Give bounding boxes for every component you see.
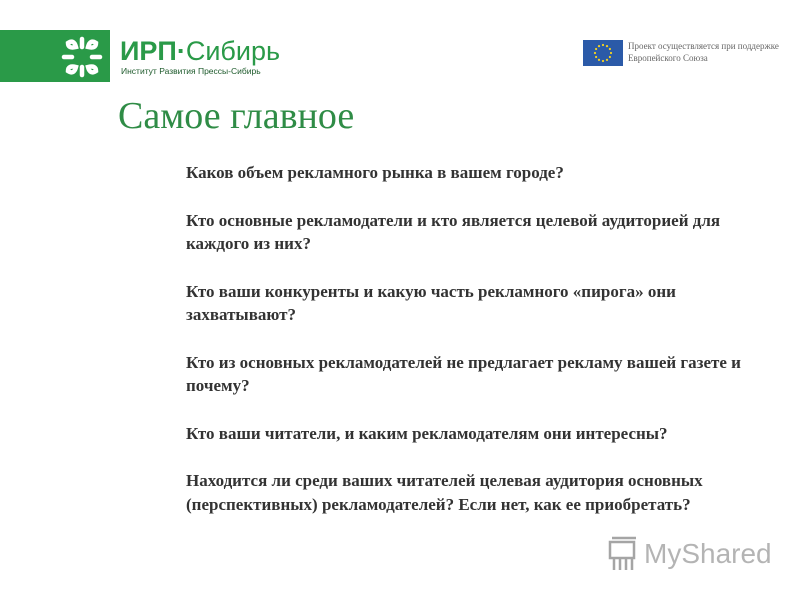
myshared-logo-icon (606, 536, 640, 572)
question-item: Каков объем рекламного рынка в вашем городе? (186, 163, 564, 182)
logo-title-dot: · (176, 36, 186, 66)
slide-title: Самое главное (118, 95, 355, 137)
question-item: Кто ваши читатели, и каким рекламодателям они интересны? (186, 423, 668, 443)
watermark (606, 536, 776, 576)
watermark-text: MyShared (644, 538, 772, 569)
logo-title-rest: Сибирь (185, 36, 281, 66)
logo-subtitle: Институт Развития Прессы-Сибирь (121, 66, 261, 76)
logo-title (120, 36, 280, 66)
irp-logo-icon (58, 33, 106, 81)
question-item: Кто основные рекламодатели и кто является целевой аудиторией для каждого из них? (186, 210, 721, 253)
question-item: Находится ли среди ваших читателей целевая аудитория основных (перспективных) рекламодателей? Если нет, как ее приобретать? (186, 471, 703, 514)
question-list (186, 161, 746, 540)
question-item: Кто ваши конкуренты и какую часть рекламного «пирога» они захватывают? (186, 281, 676, 324)
eu-support-text: Проект осуществляется при поддержке Европейского Союза (628, 41, 779, 63)
question-item: Кто из основных рекламодателей не предлагает рекламу вашей газете и почему? (186, 352, 741, 395)
eu-flag-icon (583, 40, 623, 66)
logo-title-bold: ИРП (120, 36, 177, 66)
